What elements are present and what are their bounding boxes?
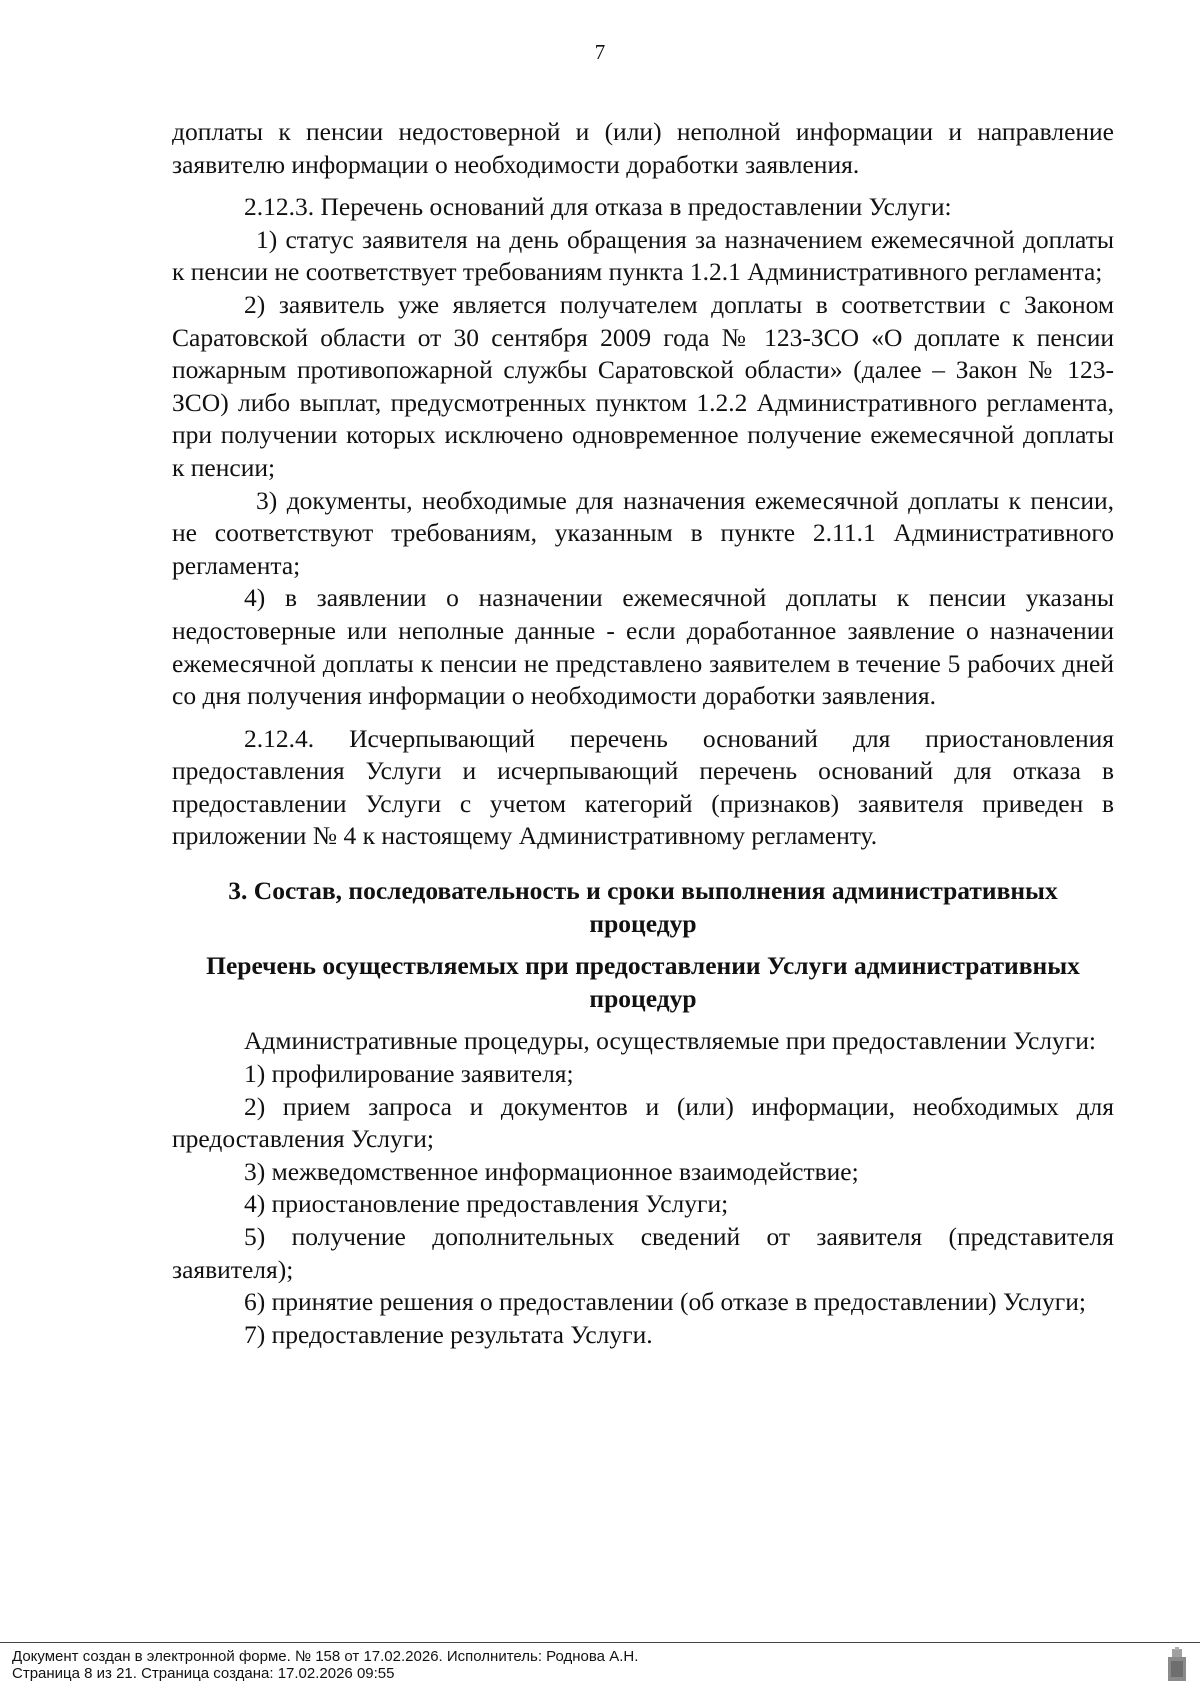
procedure-item: 1) профилирование заявителя; (244, 1059, 574, 1089)
procedure-item: 4) приостановление предоставления Услуги; (244, 1189, 729, 1219)
procedure-item: 7) предоставление результата Услуги. (244, 1319, 653, 1349)
refusal-item-4: 4) в заявлении о назначении ежемесячной доплаты к пенсии указаны недостоверные или неполные данные - если доработанное заявление о назначении ежемесячной доплаты к пенсии не представлено заявителем в течение 5 рабочих дней со дня получения информации о необходимости доработки заявления. (172, 583, 1114, 711)
document-footer (0, 1642, 1200, 1699)
document-body (172, 116, 1114, 1351)
paragraph-2-12-4: 2.12.4. Исчерпывающий перечень оснований для приостановления предоставления Услуги и исчерпывающий перечень оснований для отказа в предоставлении Услуги с учетом категорий (признаков) заявителя приведен в приложении № 4 к настоящему Административному регламенту. (172, 723, 1114, 851)
refusal-item-1: 1) статус заявителя на день обращения за назначением ежемесячной доплаты к пенсии не соответствует требованиям пункта 1.2.1 Административного регламента; (172, 224, 1114, 287)
refusal-item-2: 2) заявитель уже является получателем доплаты в соответствии с Законом Саратовской области от 30 сентября 2009 года № 123-ЗСО «О доплате к пенсии пожарным противопожарной службы Саратовской области» (далее – Закон № 123-ЗСО) либо выплат, предусмотренных пунктом 1.2.2 Административного регламента, при получении которых исключено одновременное получение ежемесячной доплаты к пенсии; (172, 289, 1114, 482)
footer-line-1: Документ создан в электронной форме. № 158 от 17.02.2026. Исполнитель: Роднова А.Н. (12, 1648, 639, 1665)
procedure-item: 6) принятие решения о предоставлении (об отказе в предоставлении) Услуги; (244, 1287, 1086, 1317)
paragraph-continuation: доплаты к пенсии недостоверной и (или) неполной информации и направление заявителю информации о необходимости доработки заявления. (172, 117, 1114, 179)
procedure-item: 2) прием запроса и документов и (или) информации, необходимых для предоставления Услуги; (172, 1091, 1114, 1154)
paragraph-2-12-3: 2.12.3. Перечень оснований для отказа в предоставлении Услуги: (244, 192, 952, 222)
procedure-item: 5) получение дополнительных сведений от заявителя (представителя заявителя); (172, 1222, 1114, 1284)
subheading: Перечень осуществляемых при предоставлении Услуги административных процедур (206, 951, 1080, 1013)
page-number: 7 (594, 40, 606, 64)
procedures-intro: Административные процедуры, осуществляемые при предоставлении Услуги: (244, 1026, 1096, 1056)
footer-text (12, 1648, 638, 1682)
emblem-icon (1166, 1647, 1188, 1683)
procedure-item: 3) межведомственное информационное взаимодействие; (244, 1156, 859, 1186)
footer-line-2: Страница 8 из 21. Страница создана: 17.02.2026 09:55 (12, 1665, 395, 1682)
refusal-item-3: 3) документы, необходимые для назначения ежемесячной доплаты к пенсии, не соответствуют требованиям, указанным в пункте 2.11.1 Административного регламента; (172, 485, 1114, 580)
section-heading: 3. Состав, последовательность и сроки выполнения административных процедур (228, 876, 1058, 938)
